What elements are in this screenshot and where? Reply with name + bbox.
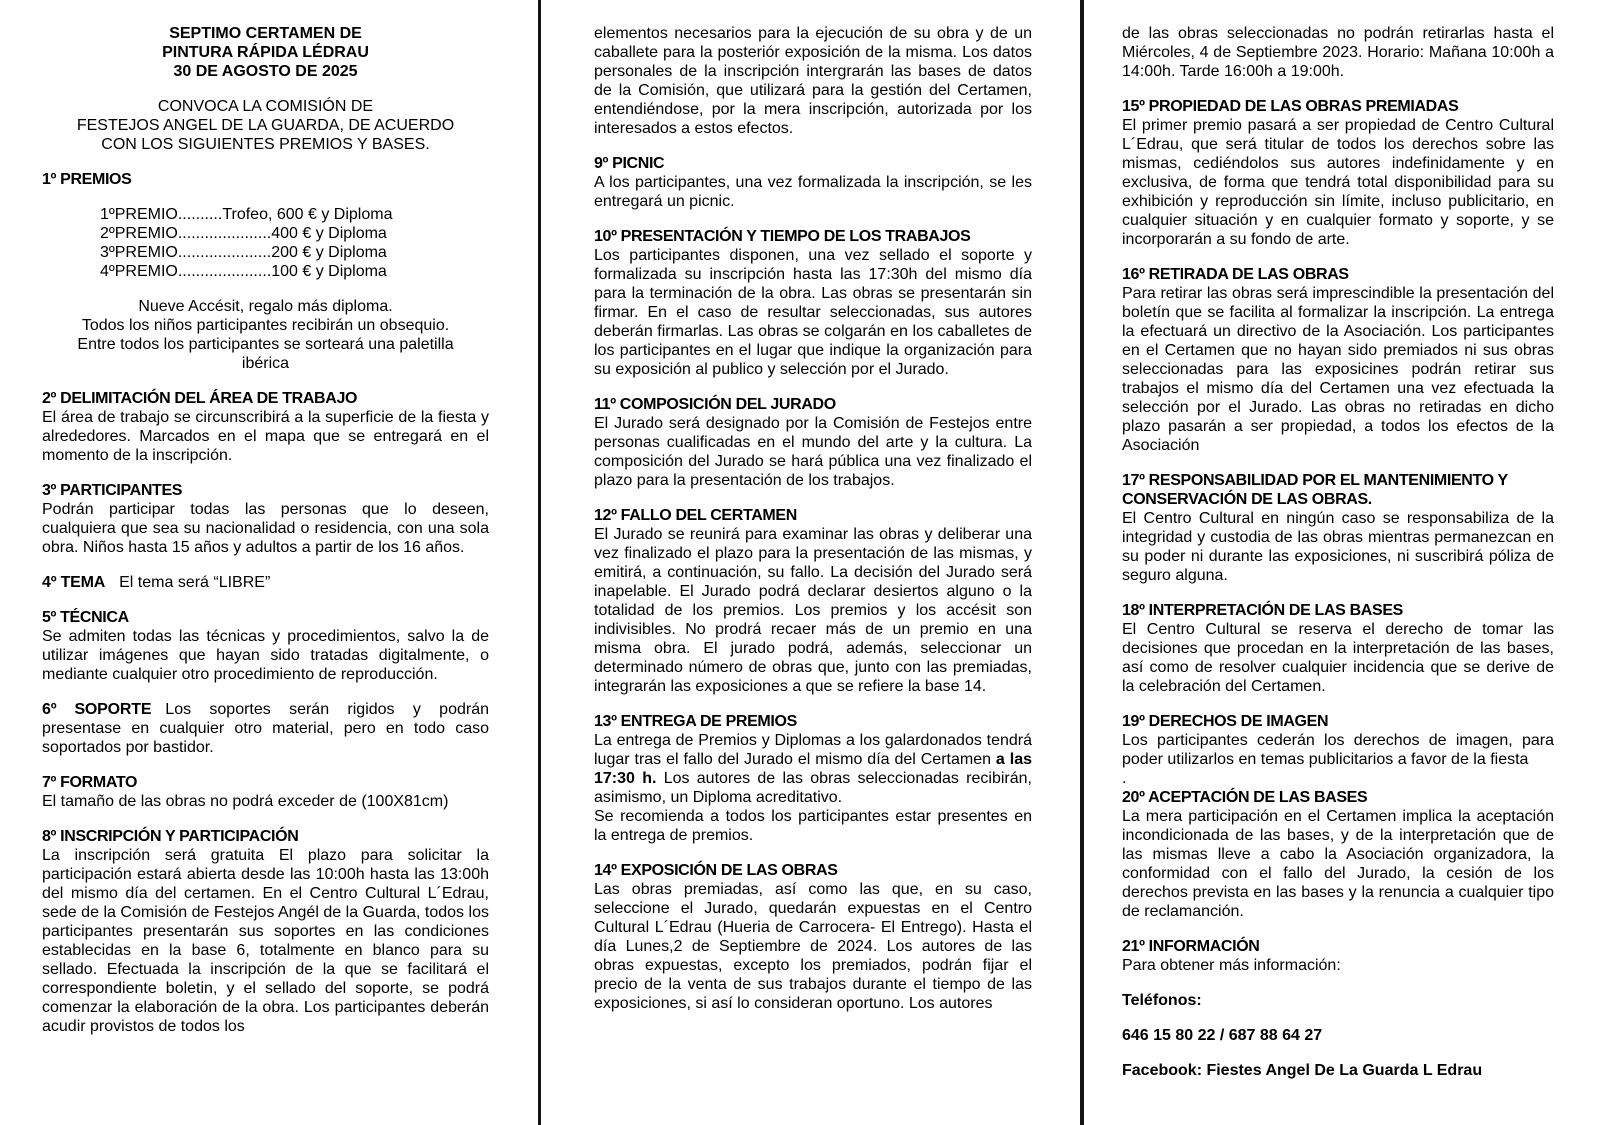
- section-15-heading: 15º PROPIEDAD DE LAS OBRAS PREMIADAS: [1122, 98, 1459, 115]
- stray-period: .: [1122, 770, 1127, 787]
- section-12-heading: 12º FALLO DEL CERTAMEN: [594, 507, 797, 524]
- section-9-heading: 9º PICNIC: [594, 155, 665, 172]
- section-7-body: El tamaño de las obras no podrá exceder de (100X81cm): [42, 793, 449, 810]
- prize-notes-line: Entre todos los participantes se sorteará una paletilla: [77, 336, 454, 353]
- facebook-line: Facebook: Fiestes Angel De La Guarda L Edrau: [1122, 1062, 1483, 1079]
- section-15-body: El primer premio pasará a ser propiedad de Centro Cultural L´Edrau, que será titular de todos los derechos sobre las mismas, cediéndolos sus autores indefinidamente y en exclusiva, de forma que tendrá total disponibilidad para su exhibición y reproducción sin límite, incluso publicitario, en cualquier situación y en cualquier formato y soporte, y se incorporarán a su fondo de arte.: [1122, 117, 1554, 248]
- section-13-note: Se recomienda a todos los participantes estar presentes en la entrega de premios.: [594, 808, 1032, 844]
- section-21-body: Para obtener más información:: [1122, 957, 1341, 974]
- prize-list-line: 3ºPREMIO.....................200 € y Diploma: [100, 244, 387, 261]
- prize-notes-line: Todos los niños participantes recibirán un obsequio.: [81, 317, 450, 334]
- prize-list-line: 1ºPREMIO..........Trofeo, 600 € y Diploma: [100, 206, 393, 223]
- section-8-continuation: elementos necesarios para la ejecución de su obra y de un caballete para la posteriór exposición de la misma. Los datos personales de la inscripción intergrarán las bases de datos de la Comisión, que utilizará para la gestión del Certamen, entendiéndose, por la mera inscripción, autorizada por los interesados a estos efectos.: [594, 25, 1032, 137]
- section-21-heading: 21º INFORMACIÓN: [1122, 938, 1260, 955]
- document-title-line: SEPTIMO CERTAMEN DE: [169, 25, 362, 42]
- section-1-heading: 1º PREMIOS: [42, 171, 132, 188]
- section-13-body-bold: a las 17:30 h.: [594, 751, 1032, 787]
- section-6-soporte-lead: 6º SOPORTE: [42, 701, 152, 718]
- section-8-heading: 8º INSCRIPCIÓN Y PARTICIPACIÓN: [42, 828, 299, 845]
- section-9-body: A los participantes, una vez formalizada la inscripción, se les entregará un picnic.: [594, 174, 1032, 210]
- column-divider-1: [538, 0, 541, 1125]
- document-title-line: PINTURA RÁPIDA LÉDRAU: [162, 44, 369, 61]
- section-19-heading: 19º DERECHOS DE IMAGEN: [1122, 713, 1329, 730]
- section-12-body: El Jurado se reunirá para examinar las obras y deliberar una vez finalizado el plazo para la presentación de las mismas, y emitirá, a continuación, su fallo. La decisión del Jurado será inapelable. El Jurado podrá declarar desiertos alguno o la totalidad de los premios. Los premios y los accésit son indivisibles. No prodrá recaer más de un premio en una misma obra. El jurado podrá, además, seleccionar un determinado número de obras que, junto con las premiadas, integrarán las exposiciones a que se refiere la base 14.: [594, 526, 1032, 695]
- section-11-heading: 11º COMPOSICIÓN DEL JURADO: [594, 396, 836, 413]
- section-2-heading: 2º DELIMITACIÓN DEL ÁREA DE TRABAJO: [42, 390, 358, 407]
- section-13-heading: 13º ENTREGA DE PREMIOS: [594, 713, 797, 730]
- section-13-body-pre: La entrega de Premios y Diplomas a los galardonados tendrá lugar tras el fallo del Jurado el mismo día del Certamen: [594, 732, 1032, 768]
- section-6-soporte-text: Los soportes serán rigidos y podrán presentase en cualquier otro material, pero en todo caso soportados por bastidor.: [42, 701, 489, 756]
- prize-notes-line: ibérica: [241, 355, 290, 372]
- convocation-text: [42, 97, 489, 154]
- section-14-body: Las obras premiadas, así como las que, en su caso, seleccione el Jurado, quedarán expuestas en el Centro Cultural L´Edrau (Hueria de Carrocera- El Entrego). Hasta el día Lunes,2 de Septiembre de 2024. Los autores de las obras expuestas, excepto los premiados, podrán fijar el precio de la venta de sus trabajos durante el tiempo de las exposiciones, si así lo consideran oportuno. Los autores: [594, 881, 1032, 1012]
- section-5-body: Se admiten todas las técnicas y procedimientos, salvo la de utilizar imágenes que hayan sido tratadas digitalmente, o mediante cualquier otro procedimiento de reproducción.: [42, 628, 489, 683]
- prize-notes: [42, 297, 489, 373]
- section-20-body: La mera participación en el Certamen implica la aceptación incondicionada de las bases, y de la interpretación que de las mismas lleve a cabo la Asociación organizadora, la conformidad con el fallo del Jurado, la cesión de los derechos prevista en las bases y la renuncia a cualquier tipo de reclamanción.: [1122, 808, 1554, 920]
- section-16-body: Para retirar las obras será imprescindible la presentación del boletín que se facilita al formalizar la inscripción. La entrega la efectuará un directivo de la Asociación. Los participantes en el Certamen que no hayan sido premiados ni sus obras seleccionadas para las exposicines podrán retirar sus trabajos el mismo día del Certamen una vez efectuada la selección por el Jurado. Las obras no retiradas en dicho plazo pasarán a ser propiedad, a todos los efectos de la Asociación: [1122, 285, 1554, 454]
- convocation-text-line: CON LOS SIGUIENTES PREMIOS Y BASES.: [101, 136, 430, 153]
- section-18-heading: 18º INTERPRETACIÓN DE LAS BASES: [1122, 602, 1403, 619]
- section-8-body: La inscripción será gratuita El plazo para solicitar la participación estará abierta desde las 10:00h hasta las 13:00h del mismo día del certamen. En el Centro Cultural L´Edrau, sede de la Comisión de Festejos Angél de la Guarda, todos los participantes presentarán sus soportes en las condiciones establecidas en la base 6, totalmente en blanco para su sellado. Efectuada la inscripción de la que se facilitará el correspondiente boletin, y el sellado del soporte, se podrá comenzar la elaboración de la obra. Los participantes deberán acudir provistos de todos los: [42, 847, 489, 1035]
- section-13-body: [594, 731, 1032, 807]
- section-6-soporte: [42, 700, 489, 757]
- section-10-body: Los participantes disponen, una vez sellado el soporte y formalizada su inscripción hasta las 17:30h del mismo día para la terminación de la obra. Las obras se presentarán sin firmar. En el caso de resultar seleccionadas, sus autores deberán firmarlas. Las obras se colgarán en los caballetes de los participantes en el lugar que indique la organización para su exposición al publico y selección por el Jurado.: [594, 247, 1032, 378]
- section-11-body: El Jurado será designado por la Comisión de Festejos entre personas cualificadas en el mundo del arte y la cultura. La composición del Jurado se hará pública una vez finalizado el plazo para la presentación de los trabajos.: [594, 415, 1032, 489]
- section-14-heading: 14º EXPOSICIÓN DE LAS OBRAS: [594, 862, 838, 879]
- phone-numbers: 646 15 80 22 / 687 88 64 27: [1122, 1027, 1323, 1044]
- column-2: [594, 24, 1032, 1013]
- prize-notes-line: Nueve Accésit, regalo más diploma.: [138, 298, 393, 315]
- document-title: [42, 24, 489, 81]
- column-1: [42, 24, 489, 1036]
- convocation-text-line: CONVOCA LA COMISIÓN DE: [157, 98, 374, 115]
- document-title-line: 30 DE AGOSTO DE 2025: [173, 63, 358, 80]
- section-3-heading: 3º PARTICIPANTES: [42, 482, 183, 499]
- section-20-heading: 20º ACEPTACIÓN DE LAS BASES: [1122, 789, 1368, 806]
- column-3: [1122, 24, 1554, 1080]
- section-14-continuation: de las obras seleccionadas no podrán retirarlas hasta el Miércoles, 4 de Septiembre 2023. Horario: Mañana 10:00h a 14:00h. Tarde 16:00h a 19:00h.: [1122, 25, 1554, 80]
- section-5-heading: 5º TÉCNICA: [42, 609, 129, 626]
- section-17-heading: 17º RESPONSABILIDAD POR EL MANTENIMIENTO Y CONSERVACIÓN DE LAS OBRAS.: [1122, 472, 1508, 508]
- prize-list-line: 4ºPREMIO.....................100 € y Diploma: [100, 263, 387, 280]
- section-2-body: El área de trabajo se circunscribirá a la superficie de la fiesta y alrededores. Marcados en el mapa que se entregará en el momento de la inscripción.: [42, 409, 489, 464]
- section-4-tema-text: El tema será “LIBRE”: [119, 574, 271, 591]
- section-17-body: El Centro Cultural en ningún caso se responsabiliza de la integridad y custodia de las obras mientras permanezcan en su poder ni durante las exposiciones, ni suscribirá póliza de seguro alguna.: [1122, 510, 1554, 584]
- section-13-body-post: Los autores de las obras seleccionadas recibirán, asimismo, un Diploma acreditativo.: [594, 770, 1032, 806]
- prize-list-line: 2ºPREMIO.....................400 € y Diploma: [100, 225, 387, 242]
- section-7-heading: 7º FORMATO: [42, 774, 138, 791]
- section-18-body: El Centro Cultural se reserva el derecho de tomar las decisiones que procedan en la interpretación de las bases, así como de resolver cualquier incidencia que se derive de la celebración del Certamen.: [1122, 621, 1554, 695]
- column-divider-2: [1080, 0, 1084, 1125]
- section-3-body: Podrán participar todas las personas que lo deseen, cualquiera que sea su nacionalidad o residencia, con una sola obra. Niños hasta 15 años y adultos a partir de los 16 años.: [42, 501, 489, 556]
- section-4-tema: [42, 573, 489, 592]
- section-16-heading: 16º RETIRADA DE LAS OBRAS: [1122, 266, 1349, 283]
- section-19-body: Los participantes cederán los derechos de imagen, para poder utilizarlos en temas publicitarios a favor de la fiesta: [1122, 732, 1554, 768]
- section-4-tema-lead: 4º TEMA: [42, 574, 106, 591]
- prize-list: [42, 205, 489, 281]
- section-10-heading: 10º PRESENTACIÓN Y TIEMPO DE LOS TRABAJOS: [594, 228, 971, 245]
- phones-label: Teléfonos:: [1122, 992, 1202, 1009]
- convocation-text-line: FESTEJOS ANGEL DE LA GUARDA, DE ACUERDO: [76, 117, 455, 134]
